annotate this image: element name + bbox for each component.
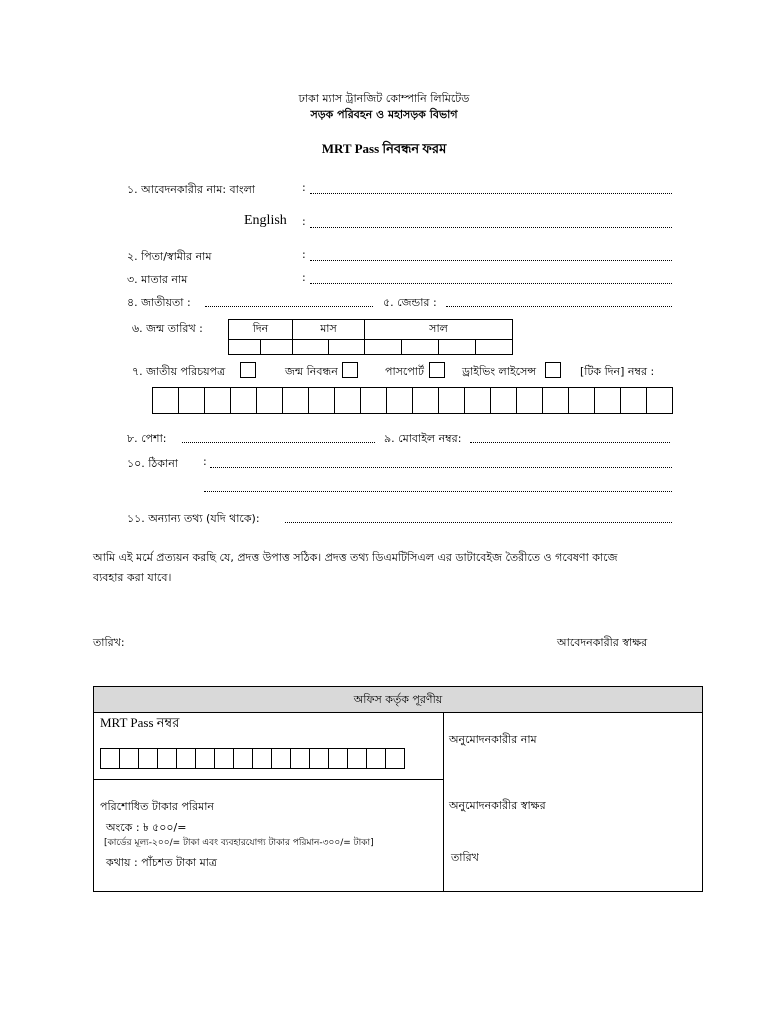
mrt-pass-number-cell[interactable] — [233, 748, 253, 769]
mrt-pass-number-cell[interactable] — [290, 748, 310, 769]
nationality-label: ৪. জাতীয়তা : — [127, 296, 191, 309]
mobile-number-field[interactable] — [470, 442, 670, 443]
id-number-grid — [152, 387, 673, 414]
mrt-pass-number-cell[interactable] — [271, 748, 291, 769]
id-number-cell[interactable] — [282, 387, 309, 414]
mrt-pass-number-cell[interactable] — [252, 748, 272, 769]
driving-license-checkbox[interactable] — [545, 362, 561, 378]
dob-year-header: সাল — [365, 320, 513, 340]
amount-in-figures: অংকে : ৳ ৫০০/= — [106, 821, 187, 834]
form-title — [0, 140, 768, 161]
id-number-cell[interactable] — [438, 387, 465, 414]
dob-month-cell[interactable] — [329, 340, 365, 355]
address-label: ১০. ঠিকানা — [127, 457, 178, 470]
occupation-field[interactable] — [182, 442, 375, 443]
passport-checkbox[interactable] — [429, 362, 445, 378]
id-number-cell[interactable] — [178, 387, 205, 414]
id-number-cell[interactable] — [152, 387, 179, 414]
mrt-pass-number-cell[interactable] — [157, 748, 177, 769]
paid-amount-label: পরিশোধিত টাকার পরিমান — [100, 800, 214, 813]
nid-label: ৭. জাতীয় পরিচয়পত্র — [132, 365, 226, 378]
office-divider-vertical — [443, 712, 444, 892]
other-info-label: ১১. অন্যান্য তথ্য (যদি থাকে): — [127, 512, 260, 525]
applicant-name-english-label: English — [244, 213, 287, 228]
mrt-pass-number-cell[interactable] — [328, 748, 348, 769]
colon: : — [302, 181, 306, 194]
id-number-cell[interactable] — [516, 387, 543, 414]
id-number-cell[interactable] — [490, 387, 517, 414]
birth-registration-checkbox[interactable] — [342, 362, 358, 378]
address-field-line2[interactable] — [204, 491, 672, 492]
approval-date-label: তারিখ — [451, 851, 479, 864]
occupation-label: ৮. পেশা: — [127, 432, 167, 445]
dob-day-cell[interactable] — [229, 340, 261, 355]
department-name: সড়ক পরিবহন ও মহাসড়ক বিভাগ — [310, 108, 458, 121]
approver-name-label: অনুমোদনকারীর নাম — [449, 733, 537, 746]
id-number-cell[interactable] — [204, 387, 231, 414]
gender-field[interactable] — [446, 306, 672, 307]
mrt-pass-number-cell[interactable] — [195, 748, 215, 769]
id-number-cell[interactable] — [386, 387, 413, 414]
dob-month-header: মাস — [293, 320, 365, 340]
address-field-line1[interactable] — [210, 467, 672, 468]
id-number-cell[interactable] — [464, 387, 491, 414]
colon: : — [203, 455, 207, 468]
declaration-line1: আমি এই মর্মে প্রত্যয়ন করছি যে, প্রদত্ত উপাত্ত সঠিক। প্রদত্ত তথ্য ডিএমটিসিএল এর ডাটাবেইজ তৈরীতে ও গবেষণা কাজে — [93, 551, 618, 564]
mrt-pass-number-cell[interactable] — [309, 748, 329, 769]
mobile-number-label: ৯. মোবাইল নম্বর: — [384, 432, 462, 445]
mrt-pass-number-cell[interactable] — [100, 748, 120, 769]
nid-checkbox[interactable] — [240, 362, 256, 378]
amount-in-words: কথায় : পাঁচশত টাকা মাত্র — [106, 856, 217, 869]
office-divider-horizontal — [94, 779, 443, 780]
amount-breakdown: [কার্ডের মূল্য-২০০/= টাকা এবং ব্যবহারযোগ্য টাকার পরিমান-৩০০/= টাকা] — [104, 838, 374, 848]
driving-license-label: ড্রাইভিং লাইসেন্স — [462, 365, 537, 378]
colon: : — [302, 215, 306, 228]
mrt-pass-number-cell[interactable] — [347, 748, 367, 769]
colon: : — [302, 271, 306, 284]
birth-registration-label: জন্ম নিবন্ধন — [285, 365, 338, 378]
dob-day-cell[interactable] — [261, 340, 293, 355]
mrt-pass-number-cell[interactable] — [119, 748, 139, 769]
id-number-cell[interactable] — [646, 387, 673, 414]
dob-table — [228, 319, 513, 355]
id-number-cell[interactable] — [542, 387, 569, 414]
passport-label: পাসপোর্ট — [385, 365, 424, 378]
gender-label: ৫. জেন্ডার : — [383, 296, 437, 309]
tick-number-label: [টিক দিন] নম্বর : — [580, 365, 655, 378]
applicant-name-bangla-label: ১. আবেদনকারীর নাম: বাংলা — [127, 183, 255, 196]
company-name: ঢাকা ম্যাস ট্রানজিট কোম্পানি লিমিটেড — [298, 92, 470, 105]
dob-year-cell[interactable] — [476, 340, 513, 355]
mrt-pass-number-cell[interactable] — [214, 748, 234, 769]
dob-year-cell[interactable] — [402, 340, 439, 355]
father-husband-name-label: ২. পিতা/স্বামীর নাম — [127, 250, 212, 263]
nationality-field[interactable] — [205, 306, 373, 307]
dob-year-cell[interactable] — [439, 340, 476, 355]
dob-day-header: দিন — [229, 320, 293, 340]
other-info-field[interactable] — [285, 522, 672, 523]
father-husband-name-field[interactable] — [310, 260, 672, 261]
id-number-cell[interactable] — [360, 387, 387, 414]
mrt-pass-number-cell[interactable] — [176, 748, 196, 769]
dob-year-cell[interactable] — [365, 340, 402, 355]
id-number-cell[interactable] — [256, 387, 283, 414]
mother-name-field[interactable] — [310, 283, 672, 284]
applicant-signature-label: আবেদনকারীর স্বাক্ষর — [557, 636, 648, 649]
applicant-name-english-field[interactable] — [310, 227, 672, 228]
dob-month-cell[interactable] — [293, 340, 329, 355]
colon: : — [302, 248, 306, 261]
office-use-box — [93, 686, 703, 892]
applicant-name-bangla-field[interactable] — [310, 193, 672, 194]
id-number-cell[interactable] — [568, 387, 595, 414]
dob-label: ৬. জন্ম তারিখ : — [132, 322, 203, 335]
mrt-pass-number-grid — [100, 748, 405, 769]
id-number-cell[interactable] — [308, 387, 335, 414]
mrt-pass-number-cell[interactable] — [385, 748, 405, 769]
date-label: তারিখ: — [93, 636, 125, 649]
id-number-cell[interactable] — [230, 387, 257, 414]
mrt-pass-number-cell[interactable] — [366, 748, 386, 769]
declaration-line2: ব্যবহার করা যাবে। — [93, 571, 172, 584]
id-number-cell[interactable] — [412, 387, 439, 414]
office-use-header: অফিস কর্তৃক পূরণীয় — [94, 687, 702, 713]
mother-name-label: ৩. মাতার নাম — [127, 273, 188, 286]
id-number-cell[interactable] — [334, 387, 361, 414]
form-title-text: MRT Pass নিবন্ধন ফরম — [321, 141, 447, 156]
id-number-cell[interactable] — [594, 387, 621, 414]
approver-signature-label: অনুমোদনকারীর স্বাক্ষর — [449, 799, 546, 812]
mrt-pass-number-cell[interactable] — [138, 748, 158, 769]
mrt-pass-number-label: MRT Pass নম্বর — [100, 715, 180, 730]
id-number-cell[interactable] — [620, 387, 647, 414]
